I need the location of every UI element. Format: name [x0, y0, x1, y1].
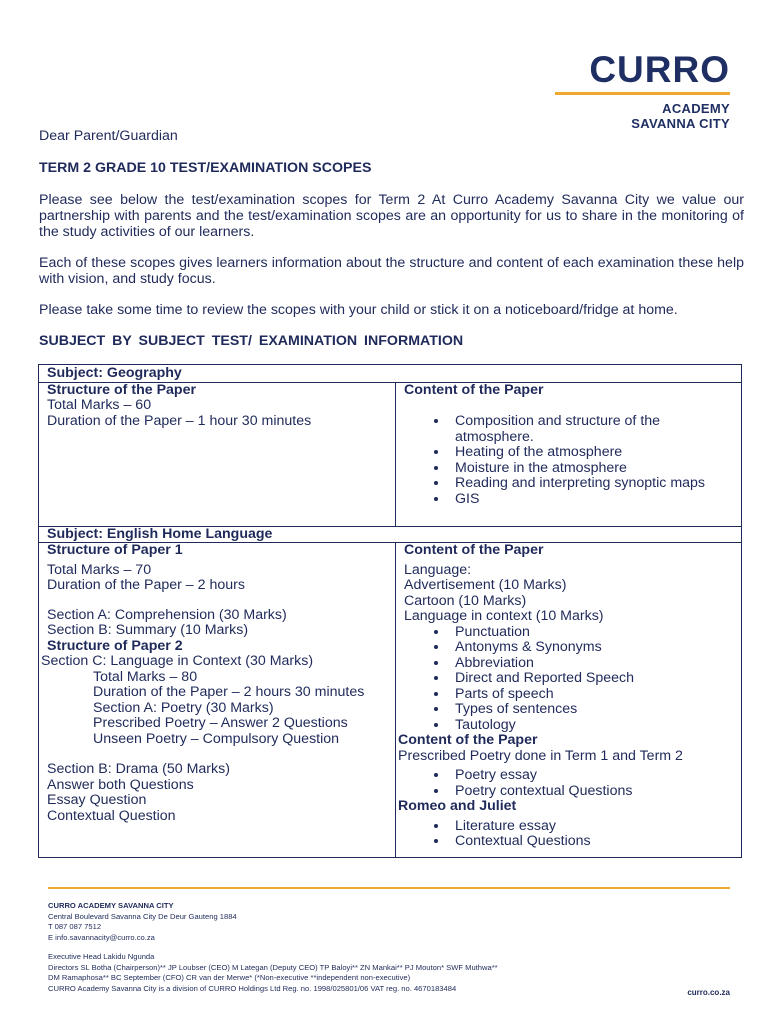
- language-list: [404, 625, 733, 734]
- list-item: • Tautology: [449, 718, 733, 734]
- paper2-section-b: Section B: Drama (50 Marks): [47, 761, 230, 777]
- list-item: • GIS: [449, 492, 733, 508]
- curro-logo: [550, 50, 730, 131]
- greeting: Dear Parent/Guardian: [39, 128, 178, 144]
- letter-footer: [48, 887, 730, 997]
- answer-both: Answer both Questions: [47, 776, 194, 793]
- prescribed-poetry: Prescribed Poetry – Answer 2 Questions: [93, 715, 348, 731]
- paper2-duration: Duration of the Paper – 2 hours 30 minutes: [93, 684, 365, 700]
- paper1-duration: Duration of the Paper – 2 hours: [47, 577, 245, 593]
- list-item: • Direct and Reported Speech: [449, 671, 733, 687]
- list-item: • Abbreviation: [449, 656, 733, 672]
- footer-website-link[interactable]: curro.co.za: [687, 988, 730, 997]
- list-item: • Heating of the atmosphere: [449, 445, 733, 461]
- geography-content-row: [39, 382, 742, 526]
- paper1-section-b: Section B: Summary (10 Marks): [47, 622, 249, 638]
- footer-phone: T 087 087 7512: [48, 922, 102, 931]
- english-subject: Subject: English Home Language: [39, 526, 742, 543]
- list-item: • Types of sentences: [449, 702, 733, 718]
- list-item: • Moisture in the atmosphere: [449, 461, 733, 477]
- paper1-section-c: Section C: Language in Context (30 Marks): [41, 653, 314, 669]
- logo-brand: CURRO: [589, 49, 730, 90]
- review-paragraph: Please take some time to review the scopes with your child or stick it on a noticeboard/fridge at home.: [39, 302, 678, 318]
- intro-paragraph: Please see below the test/examination scopes for Term 2 At Curro Academy Savanna City we value our partnership with parents and the test/examination scopes are an opportunity for us to share in the monitoring of the study activities of our learners.: [39, 192, 744, 240]
- geography-structure-heading: Structure of the Paper: [47, 381, 196, 398]
- english-content-heading-2: Content of the Paper: [398, 732, 538, 748]
- geography-content-heading: Content of the Paper: [404, 381, 544, 398]
- list-item: • Contextual Questions: [449, 834, 733, 850]
- list-item: • Antonyms & Synonyms: [449, 640, 733, 656]
- footer-address: Central Boulevard Savanna City De Deur Gauteng 1884: [48, 911, 237, 921]
- geography-total-marks: Total Marks – 60: [47, 397, 152, 413]
- prescribed-poetry-terms: Prescribed Poetry done in Term 1 and Term 2: [398, 747, 683, 764]
- footer-email: E info.savannacity@curro.co.za: [48, 932, 155, 942]
- paper2-section-a: Section A: Poetry (30 Marks): [93, 699, 274, 716]
- geography-content-cell: [396, 382, 742, 526]
- document-title: TERM 2 GRADE 10 TEST/EXAMINATION SCOPES: [39, 160, 372, 176]
- paper2-heading: Structure of Paper 2: [47, 637, 183, 654]
- english-structure-cell: [39, 543, 396, 858]
- literature-list: [404, 819, 733, 850]
- list-item: • Punctuation: [449, 625, 733, 641]
- geography-duration: Duration of the Paper – 1 hour 30 minutes: [47, 412, 312, 429]
- list-item: • Poetry essay: [449, 768, 733, 784]
- letter-body: [39, 128, 744, 349]
- list-item: • Literature essay: [449, 819, 733, 835]
- section-heading: SUBJECT BY SUBJECT TEST/ EXAMINATION INFORMATION: [39, 333, 464, 349]
- footer-executive-head: Executive Head Lakidu Ngunda: [48, 952, 155, 961]
- paper1-total-marks: Total Marks – 70: [47, 561, 152, 578]
- essay-question: Essay Question: [47, 792, 147, 808]
- language-label: Language:: [404, 561, 472, 578]
- english-content-row: [39, 543, 742, 858]
- cartoon: Cartoon (10 Marks): [404, 592, 527, 609]
- romeo-and-juliet: Romeo and Juliet: [398, 798, 517, 814]
- geography-structure-cell: [39, 382, 396, 526]
- scope-table: [38, 364, 742, 858]
- advertisement: Advertisement (10 Marks): [404, 577, 567, 593]
- geography-content-list: [404, 414, 733, 507]
- english-content-heading: Content of the Paper: [404, 542, 544, 558]
- paper1-section-a: Section A: Comprehension (30 Marks): [47, 606, 287, 623]
- geography-subject-row: [39, 365, 742, 383]
- footer-company-info: CURRO Academy Savanna City is a division of CURRO Holdings Ltd Reg. no. 1998/025801/06 VAT reg. no. 4670183484: [48, 983, 457, 993]
- list-item: • Composition and structure of the atmosphere.: [449, 414, 733, 445]
- english-subject-row: [39, 526, 742, 543]
- scope-paragraph: Each of these scopes gives learners information about the structure and content of each examination these help with vision, and study focus.: [39, 255, 744, 287]
- paper1-heading: Structure of Paper 1: [47, 542, 183, 558]
- paper2-total-marks: Total Marks – 80: [93, 668, 198, 685]
- logo-line1: ACADEMY: [662, 101, 730, 116]
- footer-directors-2: DM Ramaphosa** BC September (CFO) CR van der Merwe* (*Non-executive **independent non-executive): [48, 973, 411, 982]
- english-content-cell: [396, 543, 742, 858]
- list-item: • Poetry contextual Questions: [449, 784, 733, 800]
- unseen-poetry: Unseen Poetry – Compulsory Question: [93, 730, 340, 747]
- logo-line2: SAVANNA CITY: [631, 116, 730, 131]
- footer-directors-1: Directors SL Botha (Chairperson)** JP Loubser (CEO) M Lategan (Deputy CEO) TP Baloyi** ZN Mankai** PJ Mouton* SWF Muthwa**: [48, 962, 498, 972]
- footer-school-name: CURRO ACADEMY SAVANNA CITY: [48, 901, 174, 910]
- list-item: • Parts of speech: [449, 687, 733, 703]
- geography-subject: Subject: Geography: [39, 365, 742, 383]
- contextual-question: Contextual Question: [47, 807, 176, 824]
- language-in-context: Language in context (10 Marks): [404, 608, 604, 624]
- footer-divider: [48, 887, 730, 889]
- list-item: • Reading and interpreting synoptic maps: [449, 476, 733, 492]
- logo-underline: [555, 92, 730, 95]
- poetry-list: [404, 768, 733, 799]
